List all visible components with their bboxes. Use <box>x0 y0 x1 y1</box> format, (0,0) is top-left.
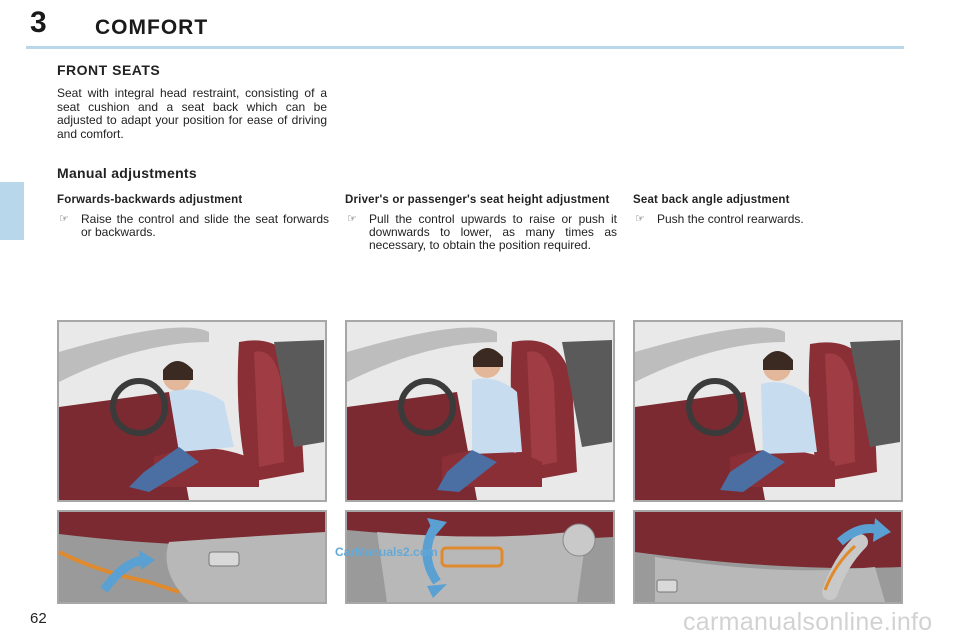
seat-illustration-back-angle <box>633 320 903 502</box>
seat-illustration-forwards <box>57 320 327 502</box>
pointing-hand-icon: ☞ <box>347 212 357 225</box>
column-heading: Driver's or passenger's seat height adjustment <box>345 194 610 206</box>
page-number: 62 <box>30 610 47 627</box>
chapter-side-tab <box>0 182 24 240</box>
column-heading: Forwards-backwards adjustment <box>57 194 243 206</box>
column-seat-height <box>345 194 617 252</box>
chapter-number: 3 <box>30 6 47 39</box>
pointing-hand-icon: ☞ <box>635 212 645 225</box>
pointing-hand-icon: ☞ <box>59 212 69 225</box>
chapter-title: COMFORT <box>95 16 209 39</box>
instruction-text: Pull the control upwards to raise or push it downwards to lower, as many times as necessary, to obtain the position required. <box>369 211 617 253</box>
section-title: FRONT SEATS <box>57 62 161 78</box>
instruction-bullet <box>633 213 905 226</box>
column-forwards-backwards <box>57 194 329 239</box>
instruction-bullet <box>345 213 617 253</box>
instruction-text: Raise the control and slide the seat forwards or backwards. <box>81 211 329 239</box>
intro-paragraph: Seat with integral head restraint, consisting of a seat cushion and a seat back which can be adjusted to adapt your position for ease of driving and comfort. <box>57 86 327 141</box>
header-divider <box>26 46 904 49</box>
column-seat-back-angle <box>633 194 905 226</box>
instruction-bullet <box>57 213 329 240</box>
site-watermark: carmanualsonline.info <box>683 608 933 636</box>
watermark-text: CarManuals2.com <box>335 545 438 559</box>
control-closeup-height <box>335 510 615 604</box>
seat-illustration-height <box>345 320 615 502</box>
instruction-text: Push the control rearwards. <box>657 211 804 226</box>
control-closeup-forwards <box>57 510 327 604</box>
control-closeup-back-angle <box>633 510 903 604</box>
column-heading: Seat back angle adjustment <box>633 194 790 206</box>
subsection-title: Manual adjustments <box>57 165 197 181</box>
